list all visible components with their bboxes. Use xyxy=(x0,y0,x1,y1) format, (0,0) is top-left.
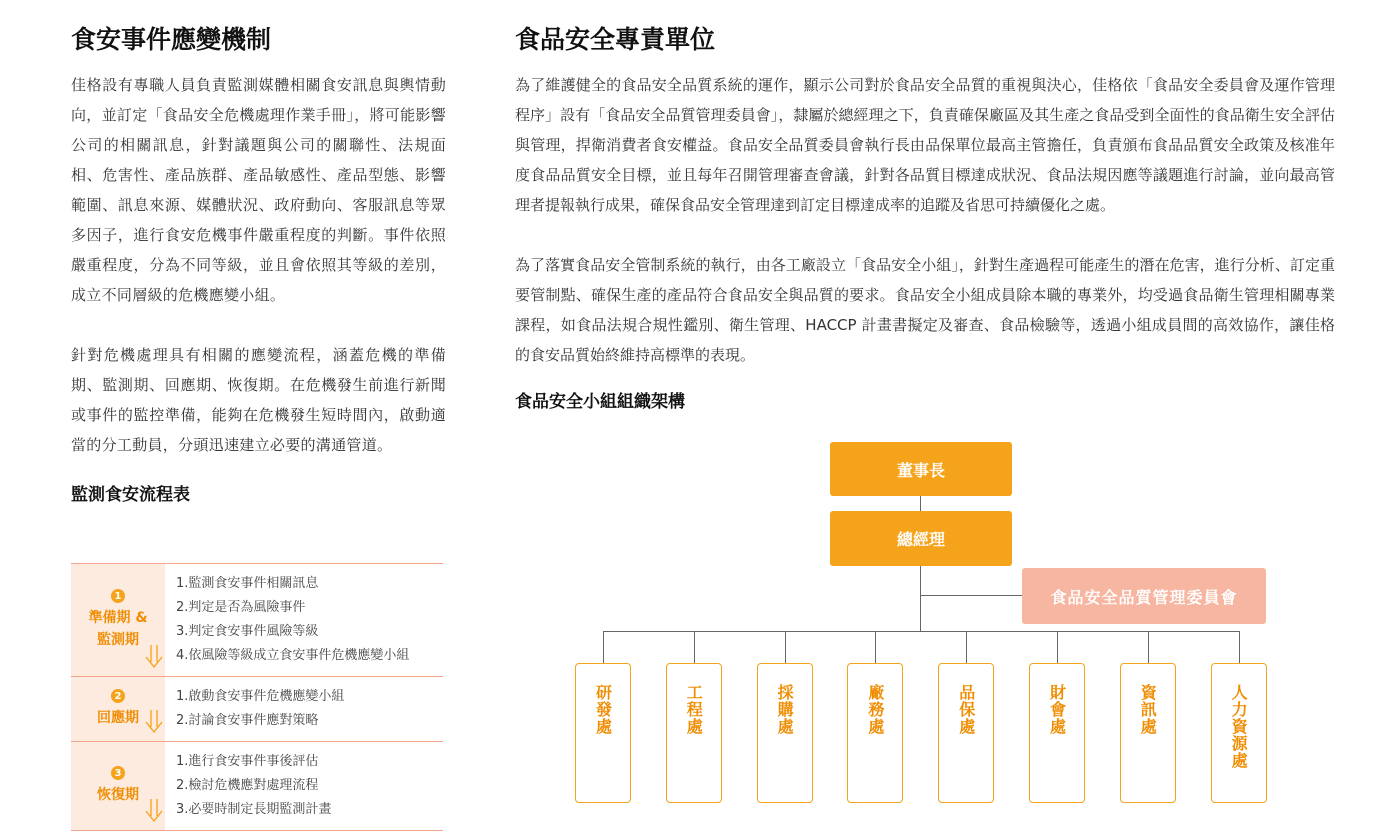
process-item: 2.判定是否為風險事件 xyxy=(176,600,306,615)
org-department-box xyxy=(847,663,903,803)
connector-line xyxy=(1057,631,1058,663)
process-items xyxy=(165,564,443,676)
right-column xyxy=(515,20,1335,412)
crisis-paragraph-2: 針對危機處理具有相關的應變流程，涵蓋危機的準備期、監測期、回應期、恢復期。在危機發生前進行新聞或事件的監控準備，能夠在危機發生短時間內，啟動適當的分工動員，分頭迅速建立必要的溝通管道。 xyxy=(71,346,446,454)
connector-line xyxy=(694,631,695,663)
down-arrow-icon xyxy=(145,709,163,733)
connector-line xyxy=(920,595,1022,596)
process-table-title: 監測食安流程表 xyxy=(71,485,190,505)
down-arrow-icon xyxy=(145,798,163,822)
connector-line xyxy=(875,631,876,663)
process-item: 1.進行食安事件事後評估 xyxy=(176,754,319,769)
org-department-box xyxy=(938,663,994,803)
process-row xyxy=(71,742,443,831)
org-department-box xyxy=(1029,663,1085,803)
org-gm-box: 總經理 xyxy=(830,511,1012,566)
department-name: 研發處 xyxy=(593,684,613,735)
department-name: 採購處 xyxy=(775,684,795,735)
phase-name: 回應期 xyxy=(97,710,139,726)
section-title-crisis: 食安事件應變機制 xyxy=(71,25,272,54)
process-phase-cell xyxy=(71,564,165,676)
process-item: 4.依風險等級成立食安事件危機應變小組 xyxy=(176,648,410,663)
org-department-box xyxy=(1211,663,1267,803)
department-name: 工程處 xyxy=(684,684,704,735)
process-item: 1.啟動食安事件危機應變小組 xyxy=(176,689,345,704)
crisis-paragraph-1: 佳格設有專職人員負責監測媒體相關食安訊息與輿情動向，並訂定「食品安全危機處理作業手冊」，將可能影響公司的相關訊息，針對議題與公司的關聯性、法規面相、危害性、產品族群、產品敏感性、產品型態、影響範圍、訊息來源、媒體狀況、政府動向、客服訊息等眾多因子，進行食安危機事件嚴重程度的判斷。事件依照嚴重程度，分為不同等級，並且會依照其等級的差別，成立不同層級的危機應變小組。 xyxy=(71,76,447,304)
connector-line xyxy=(966,631,967,663)
phase-number-badge: 2 xyxy=(111,689,125,703)
down-arrow-icon xyxy=(145,644,163,668)
department-name: 資訊處 xyxy=(1138,684,1158,735)
org-chairman-box: 董事長 xyxy=(830,442,1012,496)
department-name: 人力資源處 xyxy=(1229,684,1249,769)
connector-line xyxy=(1148,631,1149,663)
food-safety-paragraph-1: 為了維護健全的食品安全品質系統的運作，顯示公司對於食品安全品質的重視與決心，佳格依「食品安全委員會及運作管理程序」設有「食品安全品質管理委員會」，隸屬於總經理之下，負責確保廠區及其生產之食品受到全面性的食品衛生安全評估與管理，捍衛消費者食安權益。食品安全品質委員會執行長由品保單位最高主管擔任，負責頒布食品品質安全政策及核准年度食品品質安全目標，並且每年召開管理審查會議，針對各品質目標達成狀況、食品法規因應等議題進行討論，並向最高管理者提報執行成果，確保食品安全管理達到訂定目標達成率的追蹤及省思可持續優化之處。 xyxy=(515,76,1335,214)
department-name: 廠務處 xyxy=(865,684,885,735)
process-item: 2.檢討危機應對處理流程 xyxy=(176,778,319,793)
process-item: 3.必要時制定長期監測計畫 xyxy=(176,802,332,817)
process-items xyxy=(165,677,443,741)
process-phase-cell xyxy=(71,742,165,830)
process-row xyxy=(71,564,443,677)
left-column xyxy=(71,20,446,505)
process-row xyxy=(71,677,443,742)
process-item: 3.判定食安事件風險等級 xyxy=(176,624,319,639)
org-department-box xyxy=(666,663,722,803)
phase-number-badge: 3 xyxy=(111,766,125,780)
process-phase-cell xyxy=(71,677,165,741)
section-title-food-safety-unit: 食品安全專責單位 xyxy=(515,25,716,54)
org-committee-box: 食品安全品質管理委員會 xyxy=(1022,568,1266,624)
connector-line xyxy=(1239,631,1240,663)
department-name: 財會處 xyxy=(1047,684,1067,735)
connector-line xyxy=(603,631,1239,632)
connector-line xyxy=(785,631,786,663)
process-item: 1.監測食安事件相關訊息 xyxy=(176,576,319,591)
phase-name: 準備期 & 監測期 xyxy=(88,610,148,648)
org-chart-title: 食品安全小組組織架構 xyxy=(515,392,685,412)
org-department-box xyxy=(1120,663,1176,803)
connector-line xyxy=(603,631,604,663)
department-name: 品保處 xyxy=(956,684,976,735)
phase-name: 恢復期 xyxy=(97,787,139,803)
process-item: 2.討論食安事件應對策略 xyxy=(176,713,319,728)
org-department-box xyxy=(757,663,813,803)
process-table xyxy=(71,563,443,831)
connector-line xyxy=(920,496,921,511)
org-chart xyxy=(570,440,1270,810)
connector-line xyxy=(920,566,921,631)
food-safety-paragraph-2: 為了落實食品安全管制系統的執行，由各工廠設立「食品安全小組」，針對生產過程可能產生的潛在危害，進行分析、訂定重要管制點、確保生產的產品符合食品安全與品質的要求。食品安全小組成員除本職的專業外，均受過食品衛生管理相關專業課程，如食品法規合規性鑑別、衛生管理、HACCP 計畫書擬定及審查、食品檢驗等，透過小組成員間的高效協作，讓佳格的食安品質始終維持高標準的表現。 xyxy=(515,256,1335,364)
process-items xyxy=(165,742,443,830)
phase-number-badge: 1 xyxy=(111,589,125,603)
org-department-box xyxy=(575,663,631,803)
